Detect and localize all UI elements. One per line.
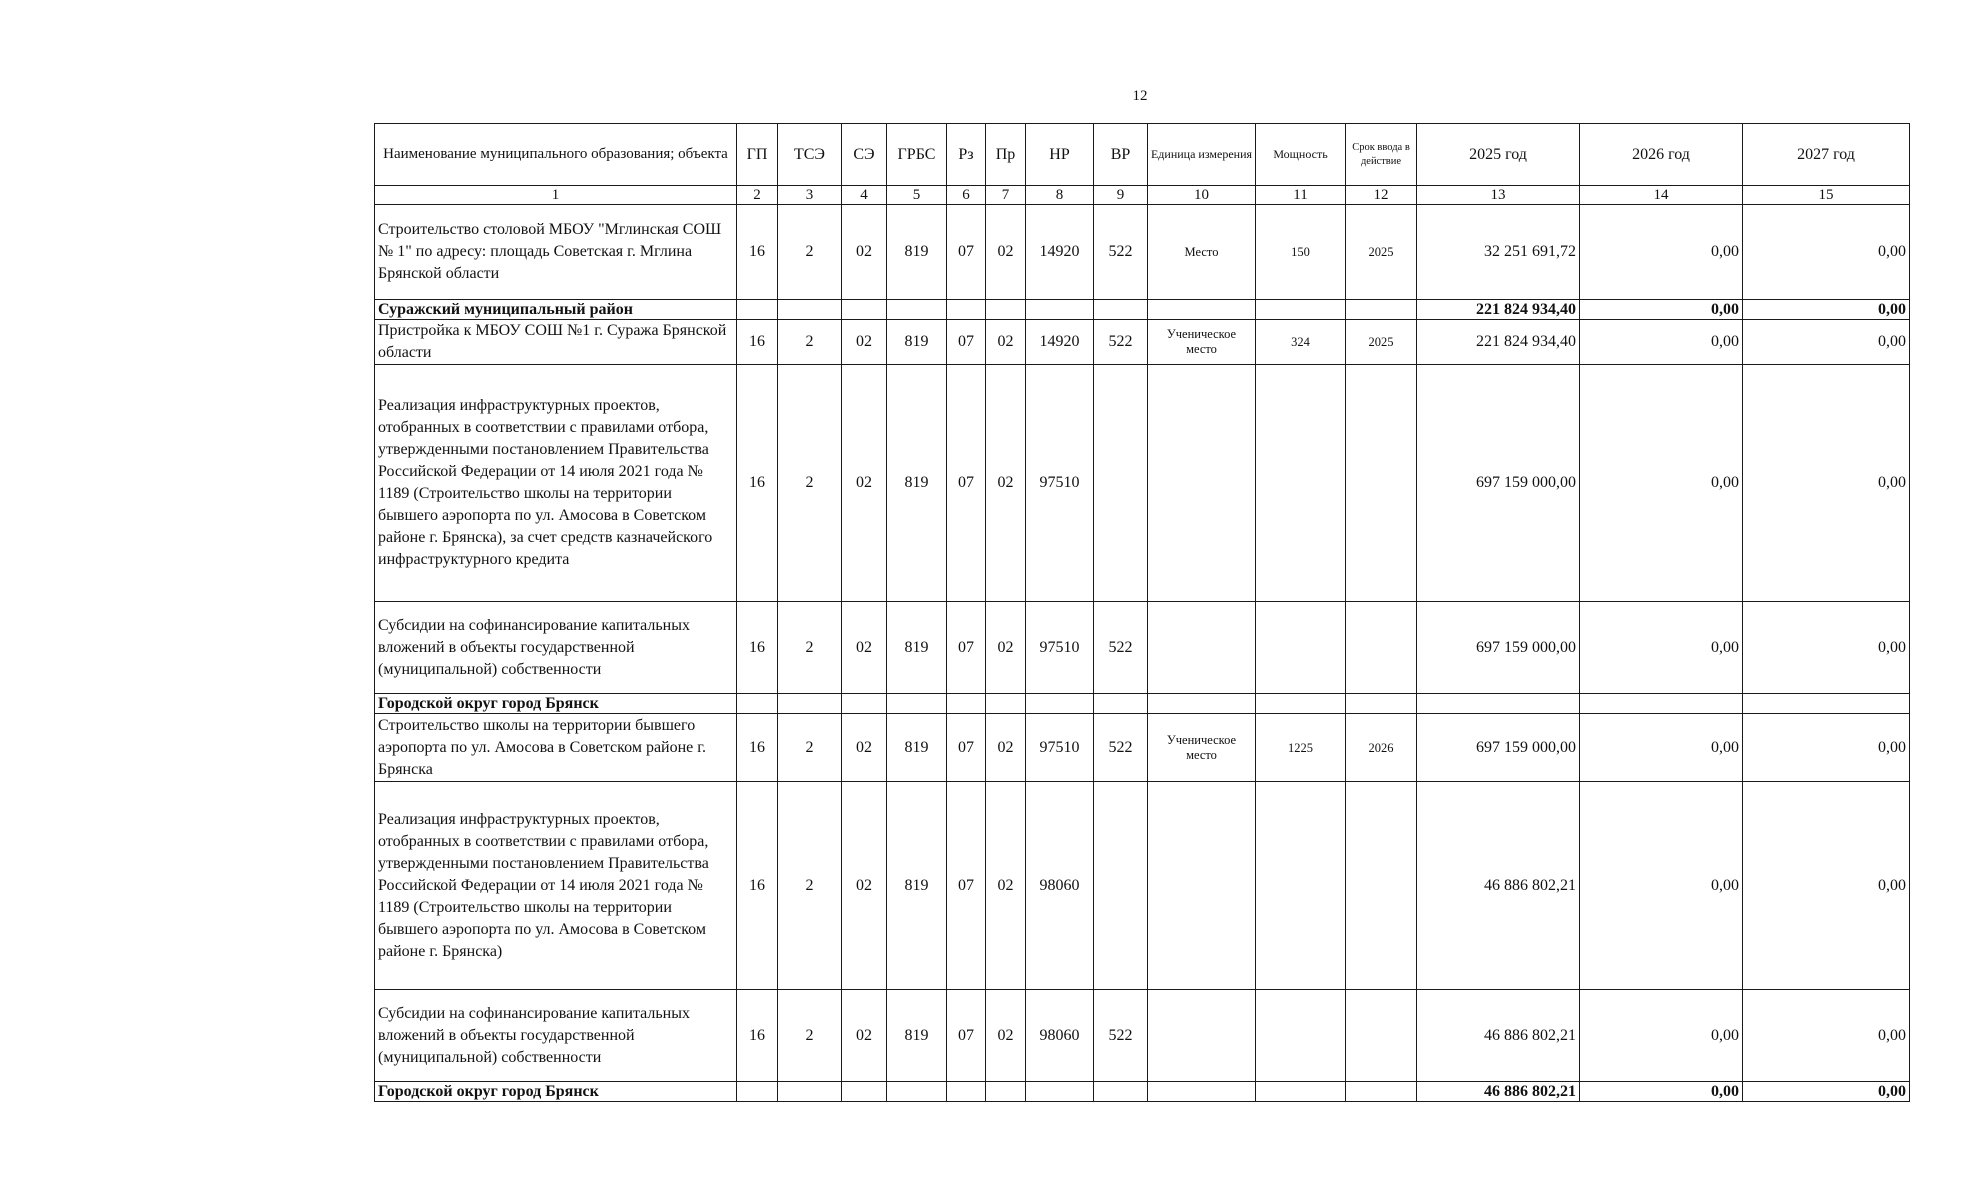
amount-2027 xyxy=(1743,694,1910,714)
header-row xyxy=(375,124,1910,186)
commission-cell xyxy=(1346,300,1417,320)
vr-cell xyxy=(1094,694,1148,714)
pr-cell: 02 xyxy=(986,365,1026,602)
amount-2027: 0,00 xyxy=(1743,714,1910,782)
amount-2027: 0,00 xyxy=(1743,205,1910,300)
se-cell: 02 xyxy=(842,320,887,365)
vr-cell xyxy=(1094,1082,1148,1102)
np-cell: 98060 xyxy=(1026,990,1094,1082)
table-row xyxy=(375,365,1910,602)
commission-cell: 2025 xyxy=(1346,205,1417,300)
grbs-cell: 819 xyxy=(887,990,947,1082)
tse-cell xyxy=(778,1082,842,1102)
tse-cell: 2 xyxy=(778,320,842,365)
tse-cell xyxy=(778,300,842,320)
amount-2025: 32 251 691,72 xyxy=(1417,205,1580,300)
rz-cell: 07 xyxy=(947,320,986,365)
amount-2027: 0,00 xyxy=(1743,990,1910,1082)
commission-cell: 2025 xyxy=(1346,320,1417,365)
pr-cell xyxy=(986,1082,1026,1102)
amount-2026 xyxy=(1580,694,1743,714)
amount-2025: 697 159 000,00 xyxy=(1417,602,1580,694)
header-2026: 2026 год xyxy=(1580,124,1743,186)
amount-2026: 0,00 xyxy=(1580,782,1743,990)
vr-cell xyxy=(1094,300,1148,320)
gp-cell: 16 xyxy=(737,602,778,694)
table-row xyxy=(375,990,1910,1082)
header-2025: 2025 год xyxy=(1417,124,1580,186)
object-name: Строительство школы на территории бывшего аэропорта по ул. Амосова в Советском районе г. Брянска xyxy=(375,714,737,782)
pr-cell: 02 xyxy=(986,990,1026,1082)
page-number: 12 xyxy=(1132,88,1148,104)
pr-cell: 02 xyxy=(986,782,1026,990)
header-name: Наименование муниципального образования; объекта xyxy=(375,124,737,186)
grbs-cell: 819 xyxy=(887,320,947,365)
column-number: 13 xyxy=(1417,186,1580,205)
amount-2025 xyxy=(1417,694,1580,714)
np-cell: 97510 xyxy=(1026,714,1094,782)
vr-cell: 522 xyxy=(1094,320,1148,365)
gp-cell xyxy=(737,1082,778,1102)
tse-cell: 2 xyxy=(778,782,842,990)
tse-cell: 2 xyxy=(778,205,842,300)
vr-cell: 522 xyxy=(1094,714,1148,782)
gp-cell: 16 xyxy=(737,714,778,782)
rz-cell: 07 xyxy=(947,782,986,990)
unit-cell xyxy=(1148,300,1256,320)
header-np: НР xyxy=(1026,124,1094,186)
vr-cell: 522 xyxy=(1094,602,1148,694)
rz-cell: 07 xyxy=(947,365,986,602)
amount-2025: 221 824 934,40 xyxy=(1417,320,1580,365)
tse-cell xyxy=(778,694,842,714)
np-cell: 14920 xyxy=(1026,320,1094,365)
column-number: 11 xyxy=(1256,186,1346,205)
rz-cell: 07 xyxy=(947,205,986,300)
header-commission: Срок ввода в действие xyxy=(1346,124,1417,186)
column-number: 15 xyxy=(1743,186,1910,205)
amount-2025: 46 886 802,21 xyxy=(1417,1082,1580,1102)
se-cell: 02 xyxy=(842,602,887,694)
pr-cell: 02 xyxy=(986,320,1026,365)
section-name: Суражский муниципальный район xyxy=(375,300,737,320)
amount-2026: 0,00 xyxy=(1580,320,1743,365)
gp-cell xyxy=(737,300,778,320)
grbs-cell: 819 xyxy=(887,205,947,300)
header-grbs: ГРБС xyxy=(887,124,947,186)
column-number: 14 xyxy=(1580,186,1743,205)
header-unit: Единица измерения xyxy=(1148,124,1256,186)
object-name: Субсидии на софинансирование капитальных вложений в объекты государственной (муниципальной) собственности xyxy=(375,602,737,694)
gp-cell: 16 xyxy=(737,782,778,990)
unit-cell xyxy=(1148,1082,1256,1102)
vr-cell: 522 xyxy=(1094,990,1148,1082)
amount-2027: 0,00 xyxy=(1743,602,1910,694)
object-name: Пристройка к МБОУ СОШ №1 г. Суража Брянской области xyxy=(375,320,737,365)
gp-cell: 16 xyxy=(737,320,778,365)
section-row xyxy=(375,300,1910,320)
unit-cell xyxy=(1148,694,1256,714)
table-row xyxy=(375,602,1910,694)
rz-cell: 07 xyxy=(947,602,986,694)
object-name: Реализация инфраструктурных проектов, отобранных в соответствии с правилами отбора, утвержденными постановлением Правительства Российской Федерации от 14 июля 2021 года № 1189 (Строительство школы на территории бывшего аэропорта по ул. Амосова в Советском районе г. Брянска), за счет средств казначейского инфраструктурного кредита xyxy=(375,365,737,602)
rz-cell: 07 xyxy=(947,714,986,782)
amount-2025: 697 159 000,00 xyxy=(1417,714,1580,782)
header-se: СЭ xyxy=(842,124,887,186)
se-cell xyxy=(842,1082,887,1102)
tse-cell: 2 xyxy=(778,990,842,1082)
capacity-cell xyxy=(1256,300,1346,320)
unit-cell: Место xyxy=(1148,205,1256,300)
capacity-cell xyxy=(1256,602,1346,694)
column-number: 4 xyxy=(842,186,887,205)
column-number: 12 xyxy=(1346,186,1417,205)
section-name: Городской округ город Брянск xyxy=(375,1082,737,1102)
grbs-cell: 819 xyxy=(887,602,947,694)
grbs-cell xyxy=(887,300,947,320)
commission-cell xyxy=(1346,602,1417,694)
column-number: 7 xyxy=(986,186,1026,205)
vr-cell xyxy=(1094,365,1148,602)
amount-2025: 221 824 934,40 xyxy=(1417,300,1580,320)
amount-2025: 46 886 802,21 xyxy=(1417,782,1580,990)
pr-cell: 02 xyxy=(986,205,1026,300)
budget-table xyxy=(374,123,1910,1102)
unit-cell xyxy=(1148,782,1256,990)
vr-cell: 522 xyxy=(1094,205,1148,300)
amount-2027: 0,00 xyxy=(1743,300,1910,320)
amount-2026: 0,00 xyxy=(1580,602,1743,694)
se-cell: 02 xyxy=(842,714,887,782)
table-row xyxy=(375,205,1910,300)
np-cell: 97510 xyxy=(1026,365,1094,602)
capacity-cell: 150 xyxy=(1256,205,1346,300)
capacity-cell xyxy=(1256,990,1346,1082)
rz-cell xyxy=(947,1082,986,1102)
capacity-cell xyxy=(1256,782,1346,990)
tse-cell: 2 xyxy=(778,365,842,602)
pr-cell xyxy=(986,694,1026,714)
amount-2026: 0,00 xyxy=(1580,990,1743,1082)
object-name: Реализация инфраструктурных проектов, отобранных в соответствии с правилами отбора, утвержденными постановлением Правительства Российской Федерации от 14 июля 2021 года № 1189 (Строительство школы на территории бывшего аэропорта по ул. Амосова в Советском районе г. Брянска) xyxy=(375,782,737,990)
gp-cell: 16 xyxy=(737,365,778,602)
header-rz: Рз xyxy=(947,124,986,186)
column-number: 5 xyxy=(887,186,947,205)
table-row xyxy=(375,714,1910,782)
amount-2026: 0,00 xyxy=(1580,300,1743,320)
gp-cell: 16 xyxy=(737,990,778,1082)
capacity-cell: 324 xyxy=(1256,320,1346,365)
np-cell: 98060 xyxy=(1026,782,1094,990)
se-cell: 02 xyxy=(842,205,887,300)
object-name: Субсидии на софинансирование капитальных вложений в объекты государственной (муниципальной) собственности xyxy=(375,990,737,1082)
column-number: 1 xyxy=(375,186,737,205)
header-tse: ТСЭ xyxy=(778,124,842,186)
capacity-cell: 1225 xyxy=(1256,714,1346,782)
pr-cell: 02 xyxy=(986,714,1026,782)
section-row xyxy=(375,694,1910,714)
se-cell: 02 xyxy=(842,782,887,990)
amount-2026: 0,00 xyxy=(1580,365,1743,602)
commission-cell xyxy=(1346,990,1417,1082)
column-number: 3 xyxy=(778,186,842,205)
capacity-cell xyxy=(1256,365,1346,602)
gp-cell xyxy=(737,694,778,714)
header-pr: Пр xyxy=(986,124,1026,186)
commission-cell xyxy=(1346,782,1417,990)
rz-cell xyxy=(947,694,986,714)
amount-2027: 0,00 xyxy=(1743,365,1910,602)
grbs-cell: 819 xyxy=(887,365,947,602)
amount-2027: 0,00 xyxy=(1743,1082,1910,1102)
header-capacity: Мощность xyxy=(1256,124,1346,186)
se-cell xyxy=(842,694,887,714)
commission-cell xyxy=(1346,694,1417,714)
gp-cell: 16 xyxy=(737,205,778,300)
amount-2027: 0,00 xyxy=(1743,782,1910,990)
grbs-cell xyxy=(887,1082,947,1102)
unit-cell: Ученическое место xyxy=(1148,714,1256,782)
amount-2027: 0,00 xyxy=(1743,320,1910,365)
table-row xyxy=(375,782,1910,990)
pr-cell xyxy=(986,300,1026,320)
column-number: 8 xyxy=(1026,186,1094,205)
header-vr: ВР xyxy=(1094,124,1148,186)
unit-cell xyxy=(1148,365,1256,602)
se-cell xyxy=(842,300,887,320)
unit-cell: Ученическое место xyxy=(1148,320,1256,365)
header-gp: ГП xyxy=(737,124,778,186)
commission-cell xyxy=(1346,1082,1417,1102)
se-cell: 02 xyxy=(842,990,887,1082)
column-number: 10 xyxy=(1148,186,1256,205)
tse-cell: 2 xyxy=(778,714,842,782)
np-cell xyxy=(1026,1082,1094,1102)
np-cell xyxy=(1026,694,1094,714)
rz-cell xyxy=(947,300,986,320)
np-cell xyxy=(1026,300,1094,320)
amount-2026: 0,00 xyxy=(1580,205,1743,300)
se-cell: 02 xyxy=(842,365,887,602)
commission-cell xyxy=(1346,365,1417,602)
column-number: 6 xyxy=(947,186,986,205)
amount-2026: 0,00 xyxy=(1580,1082,1743,1102)
capacity-cell xyxy=(1256,1082,1346,1102)
np-cell: 97510 xyxy=(1026,602,1094,694)
unit-cell xyxy=(1148,990,1256,1082)
np-cell: 14920 xyxy=(1026,205,1094,300)
amount-2025: 697 159 000,00 xyxy=(1417,365,1580,602)
section-row xyxy=(375,1082,1910,1102)
grbs-cell xyxy=(887,694,947,714)
column-number-row xyxy=(375,186,1910,205)
object-name: Строительство столовой МБОУ "Мглинская СОШ № 1" по адресу: площадь Советская г. Мглина Брянской области xyxy=(375,205,737,300)
section-name: Городской округ город Брянск xyxy=(375,694,737,714)
tse-cell: 2 xyxy=(778,602,842,694)
column-number: 9 xyxy=(1094,186,1148,205)
table-row xyxy=(375,320,1910,365)
unit-cell xyxy=(1148,602,1256,694)
grbs-cell: 819 xyxy=(887,714,947,782)
rz-cell: 07 xyxy=(947,990,986,1082)
pr-cell: 02 xyxy=(986,602,1026,694)
vr-cell xyxy=(1094,782,1148,990)
commission-cell: 2026 xyxy=(1346,714,1417,782)
capacity-cell xyxy=(1256,694,1346,714)
header-2027: 2027 год xyxy=(1743,124,1910,186)
column-number: 2 xyxy=(737,186,778,205)
grbs-cell: 819 xyxy=(887,782,947,990)
amount-2026: 0,00 xyxy=(1580,714,1743,782)
amount-2025: 46 886 802,21 xyxy=(1417,990,1580,1082)
